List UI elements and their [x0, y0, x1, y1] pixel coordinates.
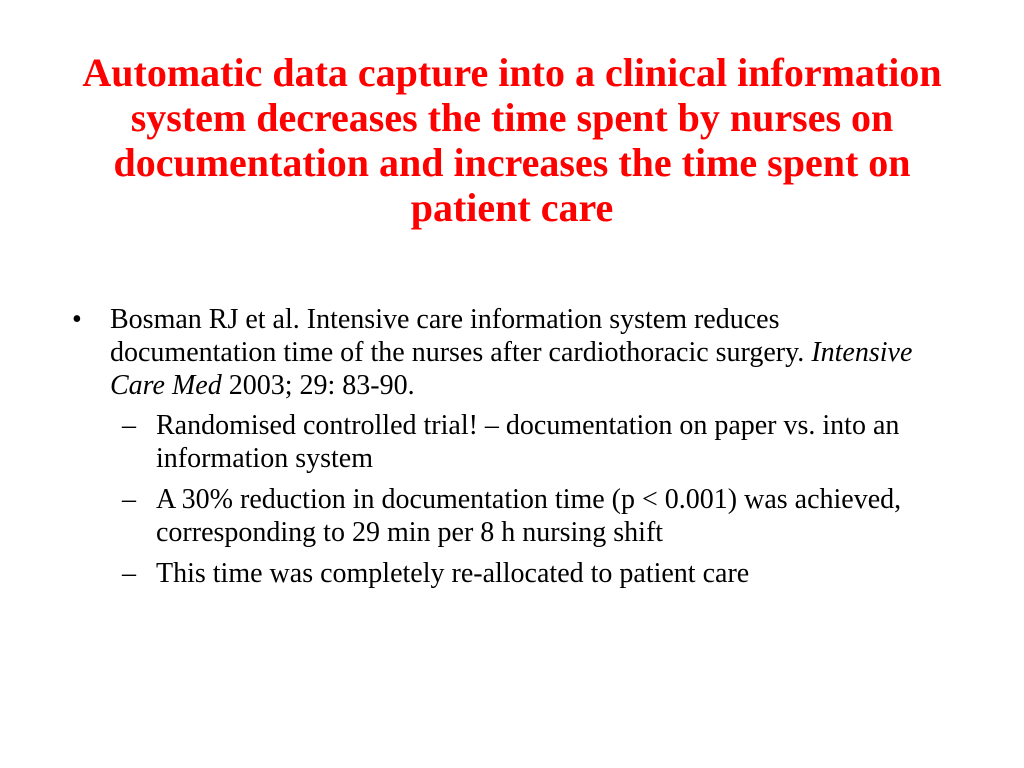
citation-details: 2003; 29: 83-90.: [221, 370, 415, 401]
sub-item: [122, 409, 952, 475]
bullet-item: [72, 303, 952, 402]
sub-item-text: A 30% reduction in documentation time (p < 0.001) was achieved, corresponding to 29 min per 8 h nursing shift: [156, 484, 902, 548]
dash-mark: –: [122, 410, 136, 441]
dash-mark: –: [122, 558, 136, 589]
sub-item: [122, 557, 952, 590]
slide-body: [72, 303, 952, 598]
citation-text: Bosman RJ et al. Intensive care information system reduces documentation time of the nurses after cardiothoracic surgery.: [110, 304, 812, 368]
sub-list: [72, 409, 952, 590]
slide-title: Automatic data capture into a clinical information system decreases the time spent by nurses on documentation and increases the time spent on patient care: [82, 50, 942, 230]
sub-item-text: Randomised controlled trial! – documentation on paper vs. into an information system: [156, 410, 900, 474]
bullet-text: [110, 303, 952, 402]
bullet-mark: •: [72, 304, 82, 335]
journal-name: Intensive Care Med: [110, 337, 913, 401]
sub-item-text: This time was completely re-allocated to patient care: [156, 558, 750, 589]
dash-mark: –: [122, 484, 136, 515]
sub-item: [122, 483, 952, 549]
